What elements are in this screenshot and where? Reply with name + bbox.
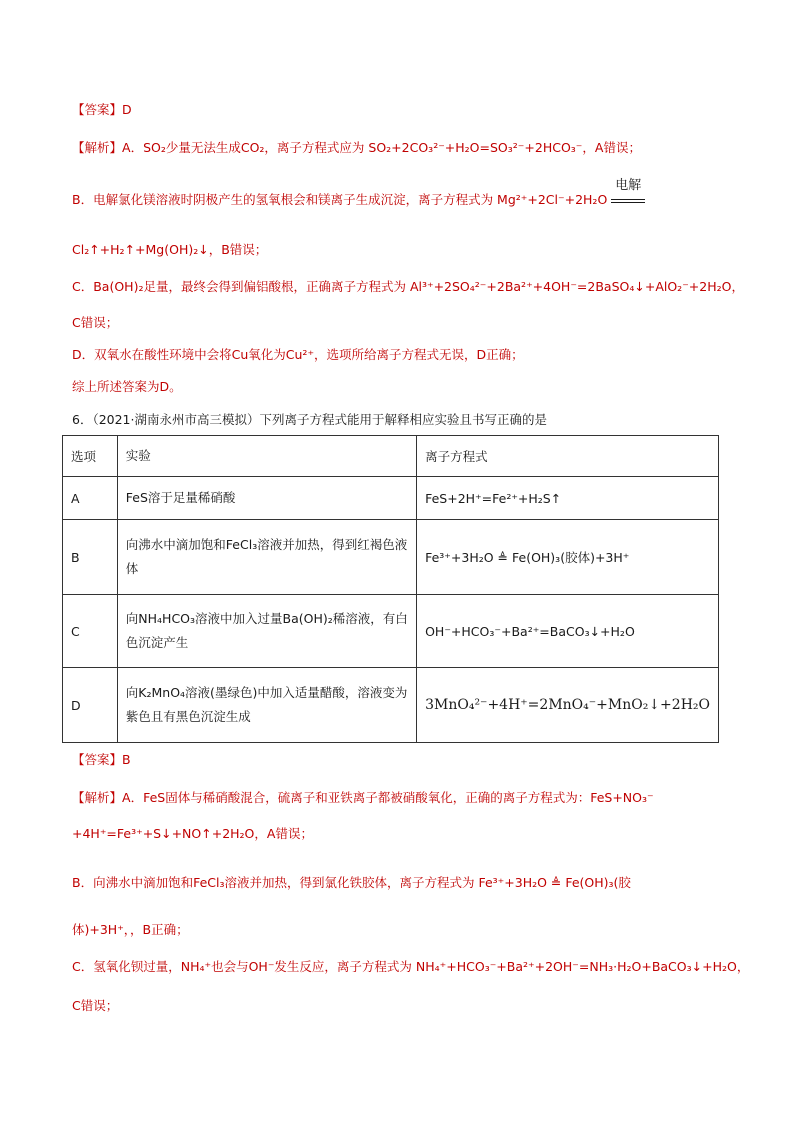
row-equation: FeS+2H⁺=Fe²⁺+H₂S↑ bbox=[417, 477, 719, 520]
row-equation: 3MnO₄²⁻+4H⁺=2MnO₄⁻+MnO₂↓+2H₂O bbox=[417, 668, 719, 743]
row-experiment: 向沸水中滴加饱和FeCl₃溶液并加热，得到红褐色液体 bbox=[117, 520, 416, 595]
analysis1-c2 bbox=[72, 313, 722, 333]
analysis2-c-text-2: C错误； bbox=[72, 998, 119, 1013]
options-table bbox=[62, 435, 719, 743]
analysis1-b2 bbox=[72, 240, 722, 260]
analysis-label: 【解析】 bbox=[72, 790, 123, 805]
table-row bbox=[63, 477, 719, 520]
electrolysis-condition bbox=[611, 178, 645, 210]
analysis2-c1 bbox=[72, 957, 750, 977]
analysis1-c-text-2: C错误； bbox=[72, 315, 119, 330]
analysis2-a-text: A．FeS固体与稀硝酸混合，硫离子和亚铁离子都被硝酸氧化，正确的离子方程式为：FeS+NO₃⁻ bbox=[122, 790, 654, 805]
answer-label: 【答案】 bbox=[72, 752, 123, 767]
table-row bbox=[63, 595, 719, 668]
analysis2-b1 bbox=[72, 873, 722, 893]
header-equation: 离子方程式 bbox=[417, 436, 719, 477]
row-option: A bbox=[63, 477, 118, 520]
analysis2-b-text: B．向沸水中滴加饱和FeCl₃溶液并加热，得到氯化铁胶体，离子方程式为 Fe³⁺+3H₂O ≜ Fe(OH)₃(胶 bbox=[72, 875, 631, 890]
analysis2-c-text: C．氢氧化钡过量，NH₄⁺也会与OH⁻发生反应，离子方程式为 NH₄⁺+HCO₃⁻+Ba²⁺+2OH⁻=NH₃·H₂O+BaCO₃↓+H₂O， bbox=[72, 959, 750, 974]
analysis1-a bbox=[72, 138, 722, 158]
row-equation: OH⁻+HCO₃⁻+Ba²⁺=BaCO₃↓+H₂O bbox=[417, 595, 719, 668]
double-equals bbox=[611, 199, 645, 203]
analysis1-d bbox=[72, 345, 722, 365]
electrolysis-label: 电解 bbox=[615, 178, 642, 193]
analysis2-a-text-2: +4H⁺=Fe³⁺+S↓+NO↑+2H₂O，A错误； bbox=[72, 826, 313, 841]
answer-value: B bbox=[122, 752, 131, 767]
question-stem bbox=[72, 410, 722, 430]
answer-line-2 bbox=[72, 750, 722, 770]
row-option: C bbox=[63, 595, 118, 668]
analysis1-c-text: C．Ba(OH)₂足量，最终会得到偏铝酸根，正确离子方程式为 Al³⁺+2SO₄²⁻+2Ba²⁺+4OH⁻=2BaSO₄↓+AlO₂⁻+2H₂O， bbox=[72, 279, 744, 294]
analysis2-b-text-2: 体)+3H⁺，，B正确； bbox=[72, 922, 189, 937]
analysis1-b-text: B．电解氯化镁溶液时阴极产生的氢氧根会和镁离子生成沉淀，离子方程式为 Mg²⁺+2Cl⁻+2H₂O bbox=[72, 192, 608, 207]
analysis2-c2 bbox=[72, 996, 722, 1016]
answer-label: 【答案】 bbox=[72, 102, 123, 117]
analysis1-b-text-2: Cl₂↑+H₂↑+Mg(OH)₂↓，B错误； bbox=[72, 242, 268, 257]
analysis-label: 【解析】 bbox=[72, 140, 123, 155]
table-header-row bbox=[63, 436, 719, 477]
row-equation: Fe³⁺+3H₂O ≜ Fe(OH)₃(胶体)+3H⁺ bbox=[417, 520, 719, 595]
row-experiment: 向NH₄HCO₃溶液中加入过量Ba(OH)₂稀溶液，有白色沉淀产生 bbox=[117, 595, 416, 668]
header-option: 选项 bbox=[63, 436, 118, 477]
analysis1-c1 bbox=[72, 277, 744, 297]
row-experiment: 向K₂MnO₄溶液(墨绿色)中加入适量醋酸，溶液变为紫色且有黑色沉淀生成 bbox=[117, 668, 416, 743]
analysis2-a2 bbox=[72, 824, 722, 844]
answer-value: D bbox=[122, 102, 132, 117]
row-option: D bbox=[63, 668, 118, 743]
table-row bbox=[63, 668, 719, 743]
table-row bbox=[63, 520, 719, 595]
analysis1-a-text: A．SO₂少量无法生成CO₂，离子方程式应为 SO₂+2CO₃²⁻+H₂O=SO₃²⁻+2HCO₃⁻，A错误； bbox=[122, 140, 641, 155]
analysis1-summary bbox=[72, 377, 722, 397]
header-experiment: 实验 bbox=[117, 436, 416, 477]
row-option: B bbox=[63, 520, 118, 595]
analysis2-b2 bbox=[72, 920, 722, 940]
analysis1-b1 bbox=[72, 178, 722, 210]
summary-text: 综上所述答案为D。 bbox=[72, 379, 182, 394]
analysis1-d-text: D．双氧水在酸性环境中会将Cu氧化为Cu²⁺，选项所给离子方程式无误，D正确； bbox=[72, 347, 524, 362]
question-text: 6．（2021·湖南永州市高三模拟）下列离子方程式能用于解释相应实验且书写正确的是 bbox=[72, 412, 547, 427]
analysis2-a1 bbox=[72, 788, 722, 808]
row-experiment: FeS溶于足量稀硝酸 bbox=[117, 477, 416, 520]
answer-line-1 bbox=[72, 100, 722, 120]
